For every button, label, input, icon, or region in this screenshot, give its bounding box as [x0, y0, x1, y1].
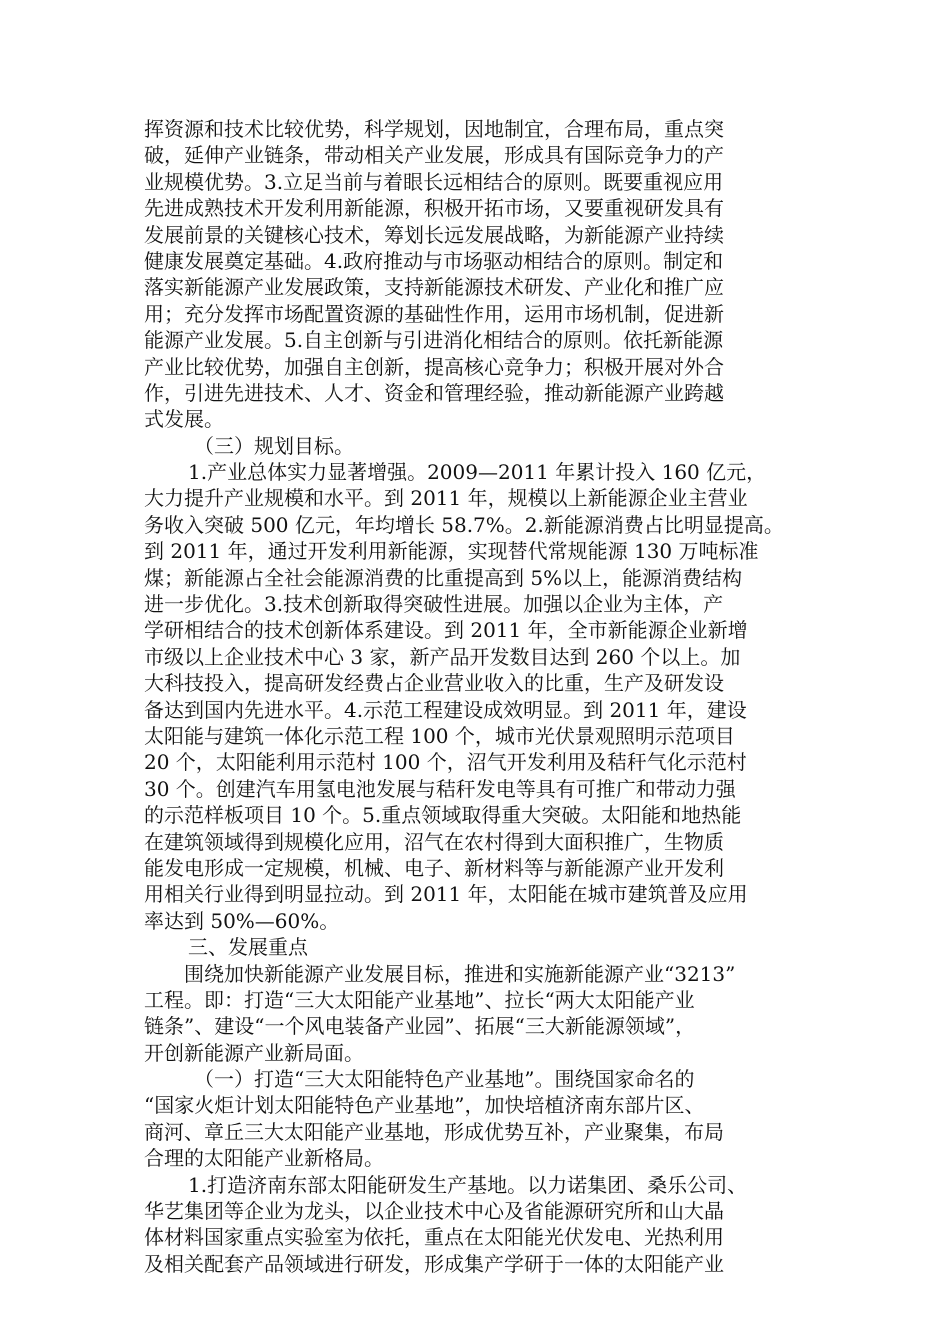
text-line: 太阳能与建筑一体化示范工程 100 个，城市光伏景观照明示范项目 — [144, 723, 735, 748]
text-line: 挥资源和技术比较优势，科学规划，因地制宜，合理布局，重点突 — [144, 117, 724, 141]
text-line: 及相关配套产品领域进行研发，形成集产学研于一体的太阳能产业 — [144, 1251, 724, 1276]
text-line: 商河、章丘三大太阳能产业基地，形成优势互补，产业聚集，布局 — [144, 1119, 724, 1144]
text-line: 开创新能源产业新局面。 — [144, 1040, 364, 1065]
text-line: 体材料国家重点实验室为依托，重点在太阳能光伏发电、光热利用 — [144, 1225, 724, 1250]
document-page — [144, 116, 824, 1277]
text-line: 用；充分发挥市场配置资源的基础性作用，运用市场机制，促进新 — [144, 301, 724, 326]
text-line: 业规模优势。3.立足当前与着眼长远相结合的原则。既要重视应用 — [144, 169, 724, 194]
text-line: 20 个，太阳能利用示范村 100 个，沼气开发利用及秸秆气化示范村 — [144, 750, 747, 775]
text-line: 学研相结合的技术创新体系建设。到 2011 年，全市新能源企业新增 — [144, 618, 748, 643]
text-line: 用相关行业得到明显拉动。到 2011 年，太阳能在城市建筑普及应用 — [144, 882, 748, 907]
text-line: 工程。即：打造“三大太阳能产业基地”、拉长“两大太阳能产业 — [144, 987, 695, 1012]
text-line: 合理的太阳能产业新格局。 — [144, 1146, 384, 1171]
text-line: 落实新能源产业发展政策，支持新能源技术研发、产业化和推广应 — [144, 275, 724, 300]
text-line: 30 个。创建汽车用氢电池发展与秸秆发电等具有可推广和带动力强 — [144, 776, 736, 801]
text-line: 大力提升产业规模和水平。到 2011 年，规模以上新能源企业主营业 — [144, 486, 748, 511]
text-line: 率达到 50%—60%。 — [144, 908, 340, 933]
text-line: 的示范样板项目 10 个。5.重点领域取得重大突破。太阳能和地热能 — [144, 803, 742, 828]
text-line: 先进成熟技术开发利用新能源，积极开拓市场，又要重视研发具有 — [144, 196, 724, 221]
text-line: 发展前景的关键核心技术，筹划长远发展战略，为新能源产业持续 — [144, 222, 724, 247]
text-line: （一）打造“三大太阳能特色产业基地”。围绕国家命名的 — [194, 1067, 695, 1092]
text-line: 大科技投入，提高研发经费占企业营业收入的比重，生产及研发设 — [144, 671, 724, 696]
text-line: 三、发展重点 — [188, 935, 308, 960]
text-line: 到 2011 年，通过开发利用新能源，实现替代常规能源 130 万吨标准 — [144, 539, 759, 564]
text-line: 1.产业总体实力显著增强。2009—2011 年累计投入 160 亿元， — [188, 460, 767, 485]
text-line: 能源产业发展。5.自主创新与引进消化相结合的原则。依托新能源 — [144, 328, 724, 353]
text-line: （三）规划目标。 — [194, 433, 354, 458]
text-line: 链条”、建设“一个风电装备产业园”、拓展“三大新能源领域”， — [144, 1014, 696, 1039]
text-line: 能发电形成一定规模，机械、电子、新材料等与新能源产业开发利 — [144, 855, 724, 880]
text-line: 破，延伸产业链条，带动相关产业发展，形成具有国际竞争力的产 — [144, 143, 724, 168]
text-line: “国家火炬计划太阳能特色产业基地”，加快培植济南东部片区、 — [144, 1093, 705, 1118]
text-line: 围绕加快新能源产业发展目标，推进和实施新能源产业“3213” — [184, 961, 736, 986]
text-line: 在建筑领域得到规模化应用，沼气在农村得到大面积推广，生物质 — [144, 829, 724, 854]
text-line: 市级以上企业技术中心 3 家，新产品开发数目达到 260 个以上。加 — [144, 644, 741, 669]
text-line: 1.打造济南东部太阳能研发生产基地。以力诺集团、桑乐公司、 — [188, 1172, 748, 1197]
text-line: 备达到国内先进水平。4.示范工程建设成效明显。到 2011 年，建设 — [144, 697, 747, 722]
text-line: 华艺集团等企业为龙头，以企业技术中心及省能源研究所和山大晶 — [144, 1199, 724, 1224]
text-line: 健康发展奠定基础。4.政府推动与市场驱动相结合的原则。制定和 — [144, 248, 724, 273]
text-line: 作，引进先进技术、人才、资金和管理经验，推动新能源产业跨越 — [144, 380, 724, 405]
text-line: 产业比较优势，加强自主创新，提高核心竞争力；积极开展对外合 — [144, 354, 724, 379]
text-line: 进一步优化。3.技术创新取得突破性进展。加强以企业为主体，产 — [144, 592, 724, 617]
text-line: 式发展。 — [144, 407, 224, 432]
text-line: 煤；新能源占全社会能源消费的比重提高到 5%以上，能源消费结构 — [144, 565, 743, 590]
text-line: 务收入突破 500 亿元，年均增长 58.7%。2.新能源消费占比明显提高。 — [144, 512, 784, 537]
